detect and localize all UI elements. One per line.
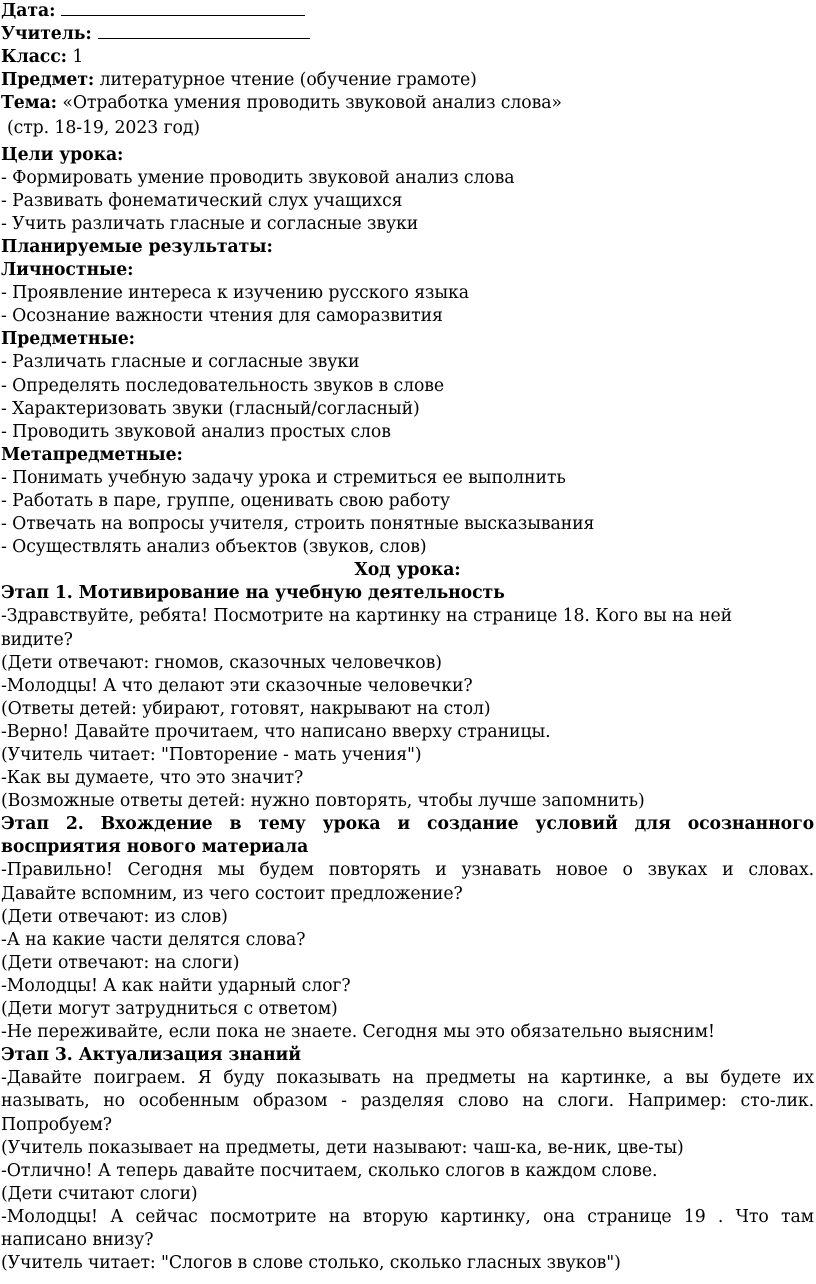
- date-label: Дата:: [1, 1, 56, 21]
- teacher-blank[interactable]: [98, 24, 310, 39]
- personal-item: - Осознание важности чтения для саморазвития: [1, 306, 443, 327]
- topic-line: [1, 92, 814, 115]
- meta-item: - Работать в паре, группе, оценивать свою работу: [1, 490, 450, 511]
- stage3-line: (Учитель читает: "Слогов в слове столько, сколько гласных звуков"): [1, 1253, 621, 1274]
- stage1-line: видите?: [1, 629, 73, 650]
- stage1-line: (Учитель читает: "Повторение - мать учения"): [1, 745, 422, 765]
- stage3-line: (Учитель показывает на предметы, дети называют: чаш-ка, ве-ник, цве-ты): [1, 1137, 684, 1158]
- stage3-line: написано внизу?: [1, 1229, 154, 1250]
- topic-source: (стр. 18-19, 2023 год): [7, 118, 200, 139]
- stage3-line: Попробуем?: [1, 1114, 112, 1135]
- teacher-line: [1, 23, 814, 46]
- subject-result-item: - Проводить звуковой анализ простых слов: [1, 421, 391, 442]
- goal-item: - Учить различать гласные и согласные звуки: [1, 213, 419, 234]
- stage2-title: Этап 2. Вхождение в тему урока и создание условий для осознанного: [1, 814, 814, 835]
- stage3-line: -Отлично! А теперь давайте посчитаем, сколько слогов в каждом слове.: [1, 1160, 658, 1181]
- stage2-line: -Не переживайте, если пока не знаете. Сегодня мы это обязательно выясним!: [1, 1022, 715, 1043]
- goal-item: - Развивать фонематический слух учащихся: [1, 190, 403, 211]
- personal-heading: Личностные:: [1, 260, 134, 281]
- topic-label: Тема:: [1, 93, 57, 114]
- stage2-line: (Дети отвечают: на слоги): [1, 952, 240, 973]
- date-blank[interactable]: [61, 1, 305, 16]
- class-label: Класс:: [1, 47, 67, 68]
- stage2-line: -Молодцы! А как найти ударный слог?: [1, 975, 351, 996]
- stage3-line: (Дети считают слоги): [1, 1183, 198, 1204]
- meta-heading: Метапредметные:: [1, 444, 183, 465]
- date-line: [1, 0, 814, 23]
- personal-item: - Проявление интереса к изучению русского языка: [1, 283, 469, 304]
- stage3-line: -Молодцы! А сейчас посмотрите на вторую картинку, она странице 19 . Что там: [1, 1206, 814, 1227]
- meta-item: - Осуществлять анализ объектов (звуков, слов): [1, 537, 427, 558]
- results-heading: Планируемые результаты:: [1, 236, 273, 257]
- stage1-line: -Верно! Давайте прочитаем, что написано вверху страницы.: [1, 721, 551, 742]
- subject-result-item: - Различать гласные и согласные звуки: [1, 352, 360, 373]
- stage2-line: (Дети отвечают: из слов): [1, 906, 228, 927]
- stage1-line: (Дети отвечают: гномов, сказочных человечков): [1, 652, 442, 673]
- meta-item: - Понимать учебную задачу урока и стремиться ее выполнить: [1, 467, 566, 488]
- stage2-line: Давайте вспомним, из чего состоит предложение?: [1, 883, 463, 904]
- stage2-title-cont: восприятия нового материала: [1, 837, 309, 858]
- subject-line: [1, 69, 814, 92]
- stage1-line: (Ответы детей: убирают, готовят, накрывают на стол): [1, 698, 491, 719]
- meta-item: - Отвечать на вопросы учителя, строить понятные высказывания: [1, 514, 595, 535]
- stage1-title: Этап 1. Мотивирование на учебную деятельность: [1, 583, 505, 604]
- stage2-line: -А на какие части делятся слова?: [1, 929, 306, 950]
- class-line: [1, 46, 814, 69]
- goals-heading: Цели урока:: [1, 144, 124, 165]
- stage1-line: -Здравствуйте, ребята! Посмотрите на картинку на странице 18. Кого вы на ней: [1, 606, 733, 627]
- subject-label: Предмет:: [1, 70, 95, 91]
- goal-item: - Формировать умение проводить звуковой анализ слова: [1, 167, 515, 188]
- stage3-title: Этап 3. Актуализация знаний: [1, 1045, 301, 1066]
- subject-result-item: - Определять последовательность звуков в слове: [1, 375, 445, 396]
- stage1-line: -Молодцы! А что делают эти сказочные человечки?: [1, 675, 473, 696]
- lesson-heading: Ход урока:: [354, 560, 461, 581]
- topic-value: «Отработка умения проводить звуковой анализ слова»: [62, 93, 562, 114]
- teacher-label: Учитель:: [1, 24, 92, 45]
- subject-value: литературное чтение (обучение грамоте): [99, 70, 477, 91]
- stage3-line: называть, но особенным образом - разделяя слово на слоги. Например: сто-лик.: [1, 1091, 814, 1112]
- class-value: 1: [72, 47, 84, 68]
- stage1-line: (Возможные ответы детей: нужно повторять, чтобы лучше запомнить): [1, 791, 645, 812]
- subject-results-heading: Предметные:: [1, 329, 135, 350]
- stage2-line: -Правильно! Сегодня мы будем повторять и узнавать новое о звуках и словах.: [1, 860, 814, 881]
- stage2-line: (Дети могут затрудниться с ответом): [1, 999, 338, 1020]
- stage3-line: -Давайте поиграем. Я буду показывать на предметы на картинке, а вы будете их: [1, 1068, 814, 1089]
- subject-result-item: - Характеризовать звуки (гласный/согласный): [1, 398, 420, 419]
- stage1-line: -Как вы думаете, что это значит?: [1, 768, 304, 789]
